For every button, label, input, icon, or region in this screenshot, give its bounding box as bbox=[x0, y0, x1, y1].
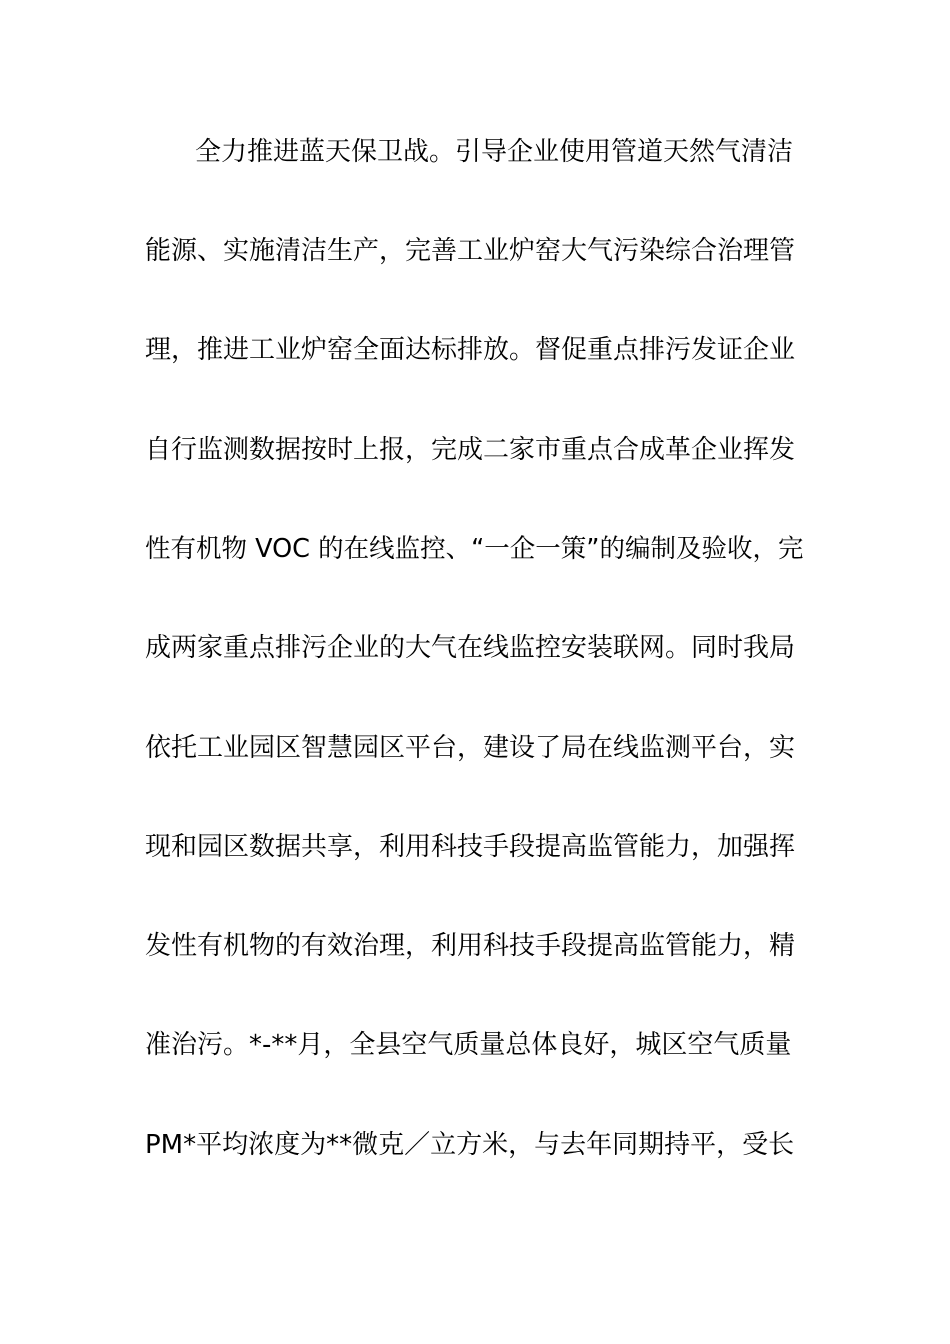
paragraph-line: 能源、实施清洁生产，完善工业炉窑大气污染综合治理管 bbox=[145, 236, 796, 266]
paragraph-line: 全力推进蓝天保卫战。引导企业使用管道天然气清洁 bbox=[195, 137, 794, 167]
paragraph-line: 现和园区数据共享，利用科技手段提高监管能力，加强挥 bbox=[145, 832, 796, 862]
paragraph-line: 自行监测数据按时上报，完成二家市重点合成革企业挥发 bbox=[145, 435, 796, 465]
paragraph-line: 发性有机物的有效治理，利用科技手段提高监管能力，精 bbox=[145, 931, 796, 961]
paragraph-line: 理，推进工业炉窑全面达标排放。督促重点排污发证企业 bbox=[145, 335, 796, 365]
paragraph-line: 性有机物 VOC 的在线监控、“一企一策”的编制及验收，完 bbox=[145, 534, 804, 564]
paragraph-line: 准治污。*-**月，全县空气质量总体良好，城区空气质量 bbox=[145, 1030, 792, 1060]
paragraph-line: 成两家重点排污企业的大气在线监控安装联网。同时我局 bbox=[145, 633, 796, 663]
paragraph-line: 依托工业园区智慧园区平台，建设了局在线监测平台，实 bbox=[145, 733, 796, 763]
paragraph-line: PM*平均浓度为**微克／立方米，与去年同期持平，受长 bbox=[145, 1130, 795, 1160]
